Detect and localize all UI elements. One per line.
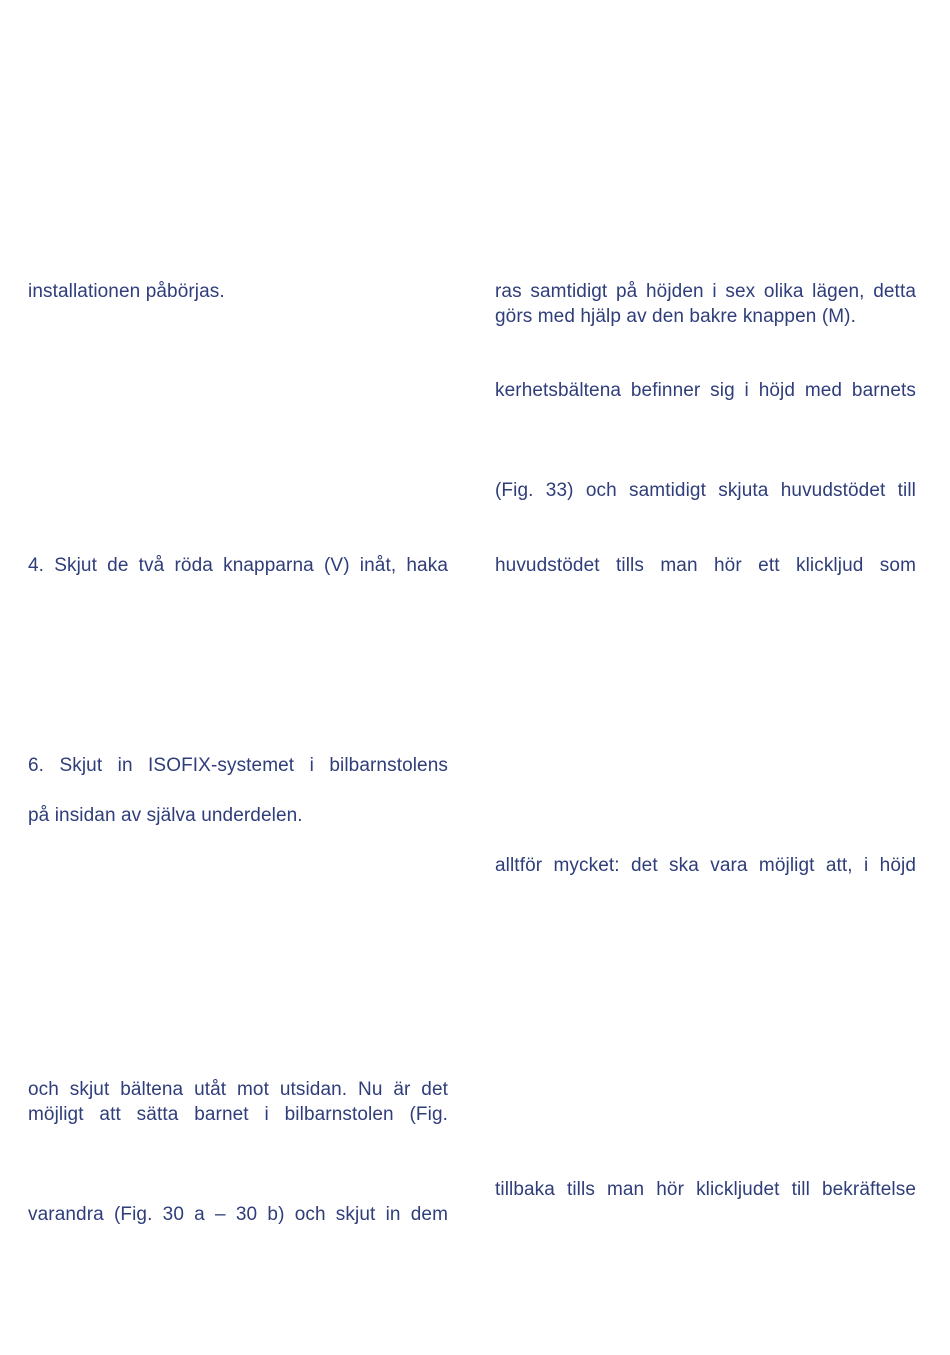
text-line-inside-base: på insidan av själva underdelen. <box>28 805 303 826</box>
text-line-headrest-click: huvudstödet tills man hör ett klickljud som <box>495 555 916 576</box>
text-line-seat-belts-height: kerhetsbältena befinner sig i höjd med barnets <box>495 380 916 401</box>
text-line-height-positions: ras samtidigt på höjden i sex olika lägen, detta <box>495 281 916 302</box>
text-line-too-much: alltför mycket: det ska vara möjligt att, i höjd <box>495 855 916 876</box>
text-line-click-confirm: tillbaka tills man hör klickljudet till bekräftelse <box>495 1179 916 1200</box>
text-line-installation: installationen påbörjas. <box>28 281 225 302</box>
text-line-red-buttons: 4. Skjut de två röda knapparna (V) inåt, haka <box>28 555 448 576</box>
text-line-fig-33: (Fig. 33) och samtidigt skjuta huvudstödet till <box>495 480 916 501</box>
text-line-push-belts: och skjut bältena utåt mot utsidan. Nu är det <box>28 1079 448 1100</box>
text-line-isofix: 6. Skjut in ISOFIX-systemet i bilbarnstolens <box>28 755 448 776</box>
text-line-rear-button: görs med hjälp av den bakre knappen (M). <box>495 306 856 327</box>
text-line-place-child: möjligt att sätta barnet i bilbarnstolen (Fig. <box>28 1104 448 1125</box>
text-line-fig-30: varandra (Fig. 30 a – 30 b) och skjut in dem <box>28 1204 448 1225</box>
